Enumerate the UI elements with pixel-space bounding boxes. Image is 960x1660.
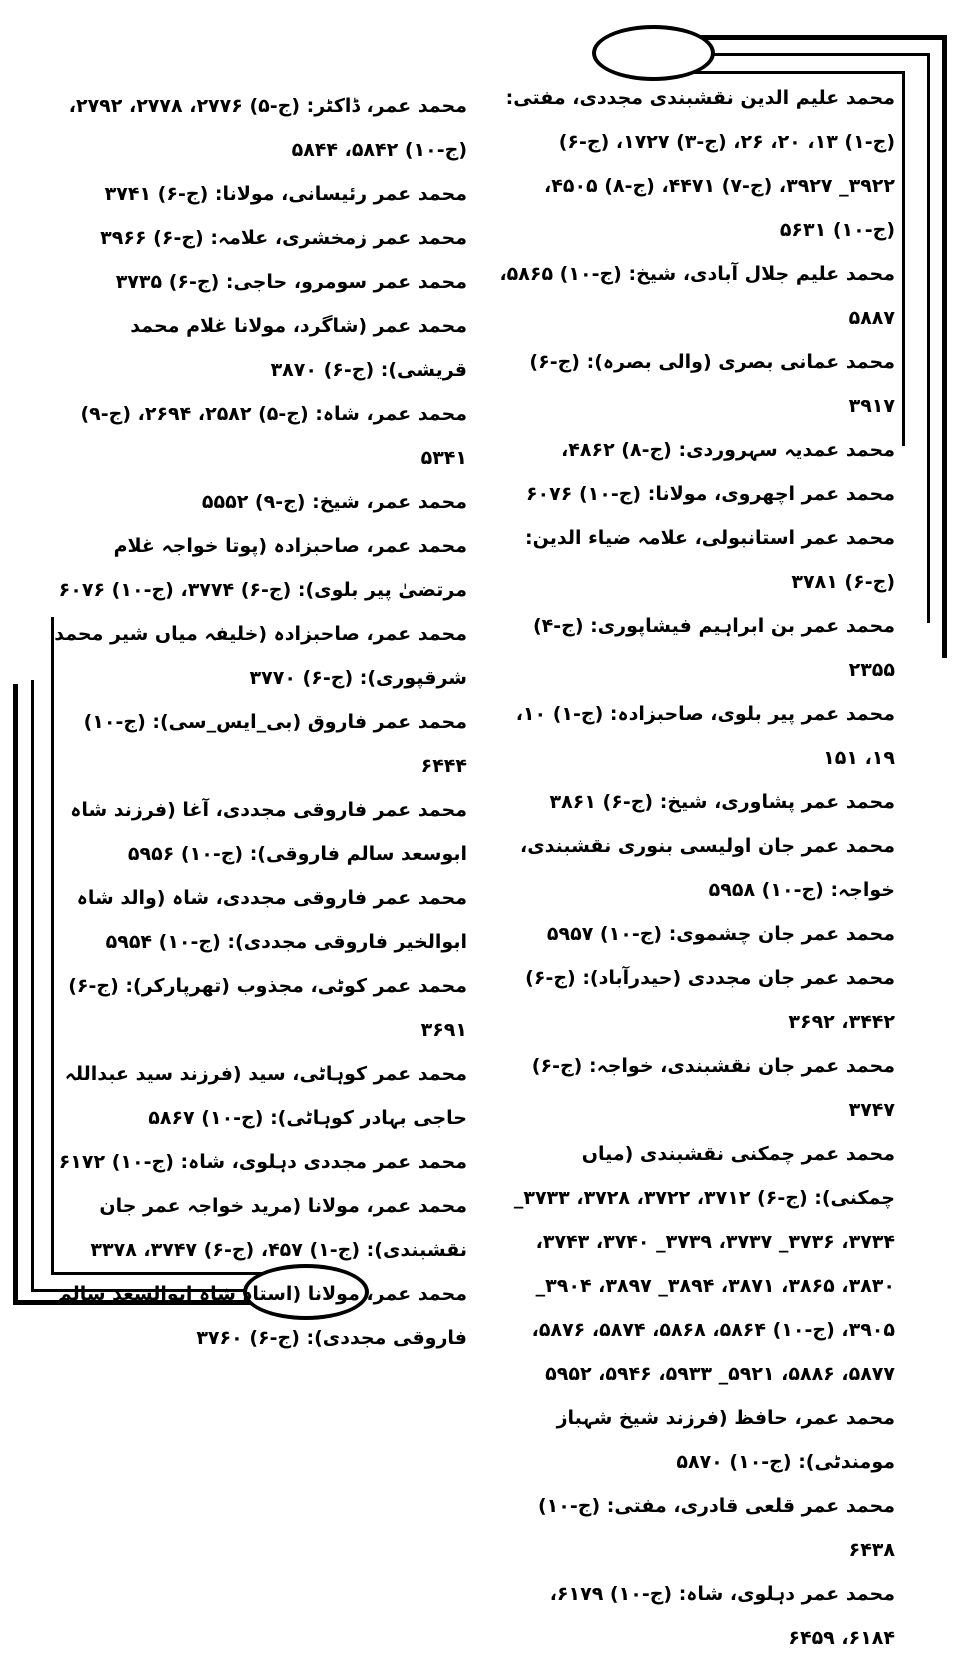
person-name: محمد عمر فاروق (بی_ایس_سی): [152,711,467,733]
index-entry [53,612,467,700]
index-entry [53,1184,467,1272]
person-name: محمد عمر اچھروی، مولانا: [647,483,895,505]
page-references: (ج-۶) ۳۷۷۰ [249,667,354,689]
index-entry [53,84,467,172]
page-references: (ج-۴) ۲۳۵۵ [532,615,895,681]
page-references: (ج-۵) ۲۵۸۲، ۲۶۹۴، (ج-۹) ۵۳۴۱ [80,403,467,469]
page-references: (ج-۸) ۴۸۶۲، [561,439,672,461]
index-entry [497,780,895,824]
index-entry [497,1572,895,1660]
index-entry [53,172,467,216]
index-entry [497,76,895,252]
person-name: محمد عمر قلعی قادری، مفتی: [606,1495,895,1517]
page-references: (ج-۶) ۳۷۴۱ [104,183,209,205]
index-entry [497,604,895,692]
person-name: محمد عمر، صاحبزادہ (پوتا خواجہ غلام مرتضیٰ پیر بلوی): [113,535,467,601]
index-entry [497,912,895,956]
index-entry [497,428,895,472]
page-references: (ج-۶) ۳۶۹۱ [68,975,467,1041]
person-name: محمد عمر پشاوری، شیخ: [659,791,895,813]
page-references: (ج-۶) ۳۹۶۶ [100,227,204,249]
page-references: (ج-۶) ۳۷۱۲، ۳۷۲۲، ۳۷۲۸، ۳۷۳۳_ ۳۷۳۴، ۳۷۳۶_ ۳۷۳۷، ۳۷۳۹_ ۳۷۴۰، ۳۷۴۳، ۳۸۳۰، ۳۸۶۵، ۳۸۷۱، ۳۸۹۴_ ۳۸۹۷، ۳۹۰۴_ ۳۹۰۵، (ج-۱۰) ۵۸۶۴، ۵۸۶۸، ۵۸۷۴، ۵۸۷۶، ۵۸۷۷، ۵۸۸۶، ۵۹۲۱_ ۵۹۳۳، ۵۹۴۶، ۵۹۵۲ [513,1187,895,1385]
index-entry [497,472,895,516]
index-entry [53,1052,467,1140]
person-name: محمد عمر جان چشموی: [668,923,895,945]
person-name: محمد عمر فاروقی مجددی، شاہ (والد شاہ ابوالخیر فاروقی مجددی): [76,887,467,953]
page-references: (ج-۶) ۳۷۷۴، (ج-۱۰) ۶۰۷۶ [58,579,292,601]
index-column-right [497,76,895,1660]
index-entry [497,824,895,912]
page-references: (ج-۱۰) ۵۸۶۵، ۵۸۸۷ [499,263,895,329]
top-right-rule-inner-vertical [902,71,905,446]
person-name: محمد عمر رئیسانی، مولانا: [214,183,467,205]
person-name: محمد عمر فاروقی مجددی، آغا (فرزند شاہ ابوسعد سالم فاروقی): [70,799,467,865]
page-references: (ج-۱۰) ۶۴۴۴ [83,711,467,777]
page-references: (ج-۱) ۱۳، ۲۰، ۲۶، (ج-۳) ۱۷۲۷، (ج-۶) ۳۹۲۲_ ۳۹۲۷، (ج-۷) ۴۴۷۱، (ج-۸) ۴۵۰۵، (ج-۱۰) ۵۶۳۱ [544,131,895,241]
person-name: محمد عمر، صاحبزادہ (خلیفہ میاں شیر محمد شرقپوری): [54,623,467,689]
index-entry [53,788,467,876]
index-entry [497,516,895,604]
person-name: محمد عمدیہ سہروردی: [678,439,895,461]
index-entry [53,524,467,612]
index-entry [53,1140,467,1184]
page-references: (ج-۱۰) ۵۸۷۰ [676,1451,792,1473]
person-name: محمد عمر چمکنی نقشبندی (میاں چمکنی): [581,1143,895,1209]
person-name: محمد عمر سومرو، حاجی: [225,271,467,293]
top-right-ornament-ellipse [592,25,715,81]
index-entry [53,392,467,480]
page-references: (ج-۱) ۴۵۷، (ج-۶) ۳۷۴۷، ۳۳۷۸ [90,1239,361,1261]
top-right-rule-outer-vertical [942,35,947,658]
person-name: محمد عمانی بصری (والی بصرہ): [586,351,895,373]
person-name: محمد عمر جان نقشبندی، خواجہ: [588,1055,895,1077]
person-name: محمد عمر جان اولیسی بنوری نقشبندی، خواجہ: [519,835,895,901]
person-name: محمد عمر، شاہ: [315,403,467,425]
index-entry [497,692,895,780]
index-entry [53,876,467,964]
page-references: (ج-۶) ۳۷۴۷ [531,1055,895,1121]
person-name: محمد عمر جان مجددی (حیدرآباد): [582,967,895,989]
person-name: محمد عمر، مولانا (استاد شاہ ابوالسعد سالم فاروقی مجددی): [57,1283,467,1349]
page-references: (ج-۱۰) ۶۱۷۹، ۶۱۸۴، ۶۴۵۹ [549,1583,895,1649]
person-name: محمد عمر، شیخ: [312,491,467,513]
index-entry [53,304,467,392]
person-name: محمد عمر دہلوی، شاہ: [678,1583,895,1605]
index-entry [53,216,467,260]
bottom-left-rule-middle-vertical [31,680,34,1292]
person-name: محمد عمر کوہاٹی، سید (فرزند سید عبداللہ حاجی بہادر کوہاٹی): [64,1063,467,1129]
index-entry [497,1484,895,1572]
person-name: محمد عمر پیر بلوی، صاحبزادہ: [609,703,895,725]
page-references: (ج-۱۰) ۵۹۵۸ [708,879,824,901]
index-entry [53,964,467,1052]
index-entry [497,1132,895,1396]
top-right-rule-middle-vertical [927,53,930,623]
index-entry [53,1272,467,1360]
page-references: (ج-۱۰) ۵۹۵۴ [105,931,221,953]
page-references: (ج-۱۰) ۵۹۵۶ [127,843,244,865]
person-name: محمد عمر مجددی دہلوی، شاہ: [180,1151,467,1173]
person-name: محمد علیم الدین نقشبندی مجددی، مفتی: [505,87,895,109]
page-references: (ج-۶) ۳۷۸۱ [791,571,895,593]
index-entry [497,252,895,340]
index-entry [497,1044,895,1132]
person-name: محمد علیم جلال آبادی، شیخ: [628,263,895,285]
person-name: محمد عمر کوٹی، مجذوب (تھرپارکر): [125,975,467,997]
page-references: (ج-۶) ۳۴۴۲، ۳۶۹۲ [525,967,895,1033]
page-references: (ج-۵) ۲۷۷۶، ۲۷۷۸، ۲۷۹۲، (ج-۱۰) ۵۸۴۲، ۵۸۴۴ [68,95,467,161]
page-references: (ج-۱۰) ۶۰۷۶ [525,483,642,505]
index-column-left [53,84,467,1360]
person-name: محمد عمر، حافظ (فرزند شیخ شہباز مومندٹی): [556,1407,895,1473]
index-entry [53,260,467,304]
page-references: (ج-۶) ۳۷۶۰ [196,1327,300,1349]
page-references: (ج-۱۰) ۶۱۷۲ [58,1151,174,1173]
page-references: (ج-۱۰) ۵۸۶۷ [148,1107,264,1129]
index-entry [53,700,467,788]
index-entry [497,340,895,428]
page-references: (ج-۶) ۳۸۶۱ [549,791,654,813]
index-entry [53,480,467,524]
person-name: محمد عمر (شاگرد، مولانا غلام محمد قریشی): [130,315,467,381]
person-name: محمد عمر، ڈاکٹر: [306,95,467,117]
page-references: (ج-۶) ۳۸۷۰ [270,359,375,381]
bottom-left-rule-outer-vertical [13,684,18,1305]
page-references: (ج-۱۰) ۶۴۳۸ [537,1495,895,1561]
person-name: محمد عمر استانبولی، علامہ ضیاء الدین: [525,527,895,549]
page-references: (ج-۶) ۳۷۳۵ [115,271,220,293]
page-references: (ج-۱) ۱۰، ۱۹، ۱۵۱ [515,703,895,769]
page-references: (ج-۹) ۵۵۵۲ [201,491,306,513]
person-name: محمد عمر زمخشری، علامہ: [210,227,467,249]
index-entry [497,956,895,1044]
person-name: محمد عمر، مولانا (مرید خواجہ عمر جان نقشبندی): [99,1195,467,1261]
page-references: (ج-۱۰) ۵۹۵۷ [546,923,663,945]
person-name: محمد عمر بن ابراہیم فیشاپوری: [590,615,895,637]
page-references: (ج-۶) ۳۹۱۷ [529,351,895,417]
index-entry [497,1396,895,1484]
